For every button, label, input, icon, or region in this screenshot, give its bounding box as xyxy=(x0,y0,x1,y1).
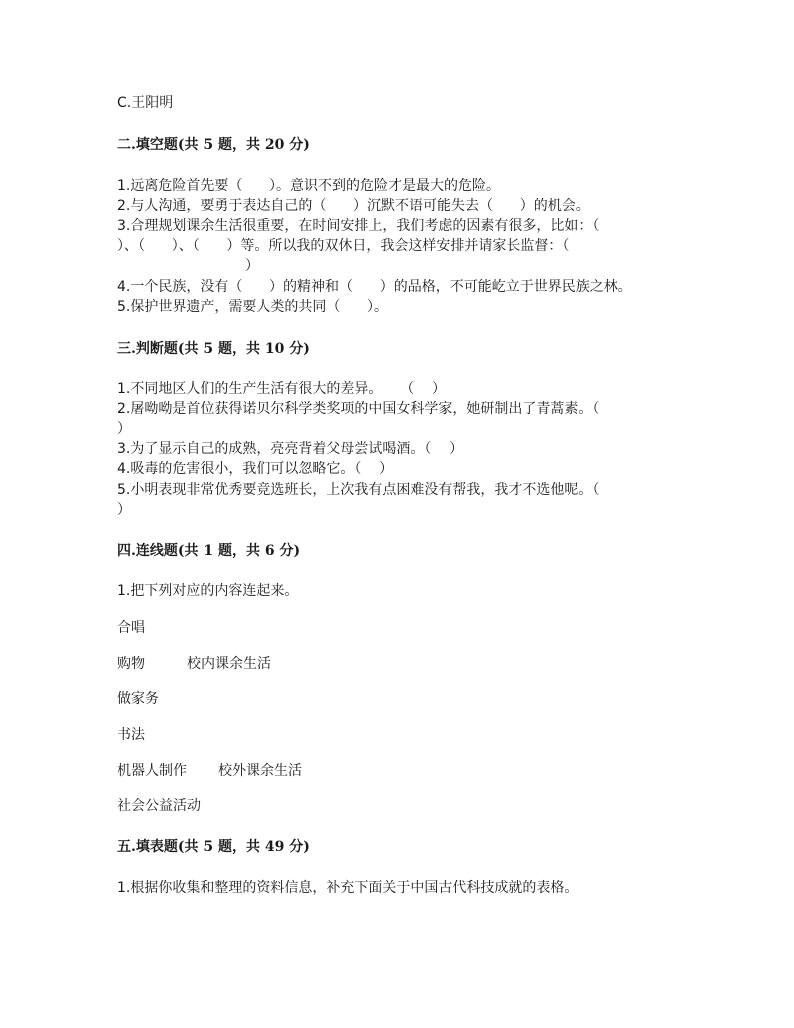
section-heading-fill-blank: 二.填空题(共 5 题，共 20 分) xyxy=(117,137,310,153)
fill-blank-q3-line2: ）、（ ）、（ ）等。所以我的双休日，我会这样安排并请家长监督：（ xyxy=(117,238,570,254)
section-heading-table-fill: 五.填表题(共 5 题，共 49 分) xyxy=(117,839,310,855)
section-heading-matching: 四.连线题(共 1 题，共 6 分) xyxy=(117,543,301,559)
section-heading-judge: 三.判断题(共 5 题，共 10 分) xyxy=(117,341,310,357)
matching-left-item: 社会公益活动 xyxy=(117,798,201,814)
judge-q1: 1.不同地区人们的生产生活有很大的差异。 （ ） xyxy=(117,381,446,397)
judge-q5-line1: 5.小明表现非常优秀要竞选班长，上次我有点困难没有帮我，我才不选他呢。（ xyxy=(117,482,600,498)
judge-q4: 4.吸毒的危害很小，我们可以忽略它。（ ） xyxy=(117,461,394,477)
matching-right-item: 校外课余生活 xyxy=(218,763,302,779)
fill-blank-q1: 1.远离危险首先要（ ）。意识不到的危险才是最大的危险。 xyxy=(117,178,501,194)
judge-q2-line1: 2.屠呦呦是首位获得诺贝尔科学类奖项的中国女科学家，她研制出了青蒿素。（ xyxy=(117,401,600,417)
matching-right-item: 校内课余生活 xyxy=(187,656,271,672)
fill-blank-q3-line1: 3.合理规划课余生活很重要，在时间安排上，我们考虑的因素有很多，比如：（ xyxy=(117,218,600,234)
fill-blank-q3-line3: ） xyxy=(245,258,259,274)
fill-blank-q5: 5.保护世界遗产，需要人类的共同（ ）。 xyxy=(117,299,389,315)
fill-blank-q2: 2.与人沟通，要勇于表达自己的（ ）沉默不语可能失去（ ）的机会。 xyxy=(117,198,590,214)
judge-q2-line2: ） xyxy=(117,421,131,437)
matching-left-item: 机器人制作 xyxy=(117,763,187,779)
matching-left-item: 合唱 xyxy=(117,620,145,636)
option-c: C.王阳明 xyxy=(117,95,174,111)
fill-blank-q4: 4.一个民族，没有（ ）的精神和（ ）的品格，不可能屹立于世界民族之林。 xyxy=(117,279,632,295)
judge-q3: 3.为了显示自己的成熟，亮亮背着父母尝试喝酒。（ ） xyxy=(117,441,464,457)
matching-instruction: 1.把下列对应的内容连起来。 xyxy=(117,583,299,599)
judge-q5-line2: ） xyxy=(117,502,131,518)
table-fill-q1: 1.根据你收集和整理的资料信息，补充下面关于中国古代科技成就的表格。 xyxy=(117,880,579,896)
matching-left-item: 购物 xyxy=(117,656,145,672)
matching-left-item: 做家务 xyxy=(117,691,159,707)
matching-left-item: 书法 xyxy=(117,727,145,743)
